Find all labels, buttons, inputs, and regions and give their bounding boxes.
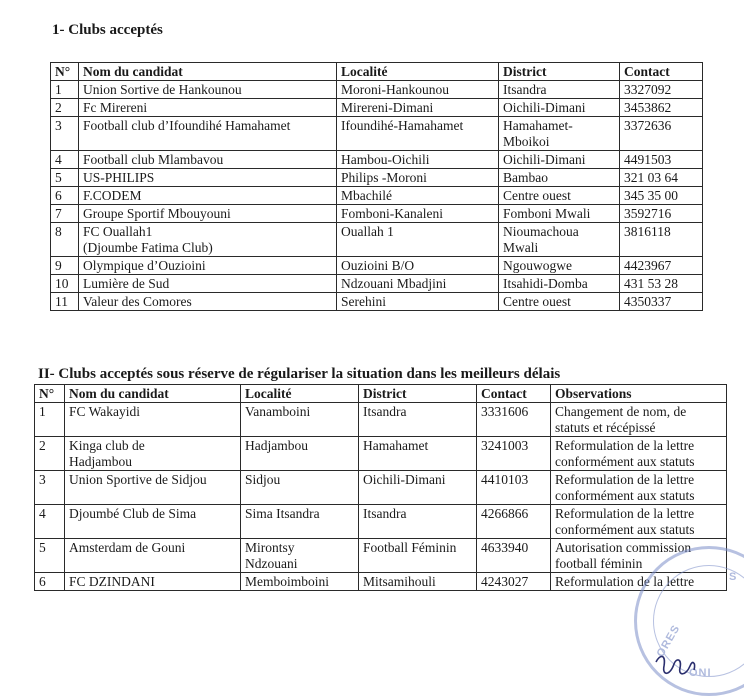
row-num: 4 bbox=[51, 151, 79, 169]
observations-line: Reformulation de la lettre bbox=[555, 438, 695, 453]
club-name: Olympique d’Ouzioini bbox=[79, 257, 337, 275]
contact: 321 03 64 bbox=[620, 169, 703, 187]
row-num: 3 bbox=[35, 471, 65, 505]
stamp-text-top: S bbox=[729, 571, 738, 583]
observations-line: Reformulation de la lettre bbox=[555, 472, 695, 487]
locality: Memboimboini bbox=[241, 573, 359, 591]
district: Centre ouest bbox=[499, 293, 620, 311]
header-num: N° bbox=[51, 63, 79, 81]
club-name: Fc Mirereni bbox=[79, 99, 337, 117]
table-row bbox=[51, 275, 703, 293]
observations-line: football féminin bbox=[555, 556, 643, 571]
district bbox=[499, 223, 620, 257]
row-num: 6 bbox=[51, 187, 79, 205]
district: Itsahidi-Domba bbox=[499, 275, 620, 293]
row-num: 2 bbox=[35, 437, 65, 471]
row-num: 3 bbox=[51, 117, 79, 151]
contact: 4491503 bbox=[620, 151, 703, 169]
club-name: FC Wakayidi bbox=[65, 403, 241, 437]
district-line: Mwali bbox=[503, 240, 539, 255]
club-name: Union Sortive de Hankounou bbox=[79, 81, 337, 99]
header-contact: Contact bbox=[477, 385, 551, 403]
locality-line: Ndzouani bbox=[245, 556, 298, 571]
locality: Vanamboini bbox=[241, 403, 359, 437]
header-name: Nom du candidat bbox=[79, 63, 337, 81]
table-row bbox=[35, 573, 727, 591]
table-row bbox=[35, 403, 727, 437]
header-contact: Contact bbox=[620, 63, 703, 81]
locality: Hadjambou bbox=[241, 437, 359, 471]
club-name: Football club Mlambavou bbox=[79, 151, 337, 169]
contact: 4243027 bbox=[477, 573, 551, 591]
contact: 4633940 bbox=[477, 539, 551, 573]
table-row bbox=[35, 505, 727, 539]
locality-line: Mirontsy bbox=[245, 540, 295, 555]
contact: 4266866 bbox=[477, 505, 551, 539]
row-num: 6 bbox=[35, 573, 65, 591]
row-num: 1 bbox=[51, 81, 79, 99]
table-row bbox=[35, 437, 727, 471]
club-name: FC DZINDANI bbox=[65, 573, 241, 591]
row-num: 1 bbox=[35, 403, 65, 437]
club-name: Djoumbé Club de Sima bbox=[65, 505, 241, 539]
locality bbox=[241, 539, 359, 573]
club-name bbox=[79, 223, 337, 257]
row-num: 11 bbox=[51, 293, 79, 311]
district: Football Féminin bbox=[359, 539, 477, 573]
observations-line: statuts et récépissé bbox=[555, 420, 656, 435]
header-district: District bbox=[359, 385, 477, 403]
contact: 4410103 bbox=[477, 471, 551, 505]
contact: 4350337 bbox=[620, 293, 703, 311]
table-row bbox=[51, 81, 703, 99]
table-row bbox=[51, 169, 703, 187]
club-name: Football club d’Ifoundihé Hamahamet bbox=[79, 117, 337, 151]
row-num: 4 bbox=[35, 505, 65, 539]
observations bbox=[551, 403, 727, 437]
district: Ngouwogwe bbox=[499, 257, 620, 275]
accepted-clubs-table bbox=[50, 62, 703, 311]
club-name: Valeur des Comores bbox=[79, 293, 337, 311]
observations-line: conformément aux statuts bbox=[555, 488, 695, 503]
district: Oichili-Dimani bbox=[359, 471, 477, 505]
district: Centre ouest bbox=[499, 187, 620, 205]
section1-title: 1- Clubs acceptés bbox=[52, 22, 163, 38]
observations bbox=[551, 505, 727, 539]
club-name: Amsterdam de Gouni bbox=[65, 539, 241, 573]
table-header-row bbox=[35, 385, 727, 403]
observations-line: conformément aux statuts bbox=[555, 454, 695, 469]
observations-line: Changement de nom, de bbox=[555, 404, 687, 419]
district-line: Mboikoi bbox=[503, 134, 550, 149]
table-row bbox=[51, 257, 703, 275]
observations bbox=[551, 437, 727, 471]
district-line: Nioumachoua bbox=[503, 224, 579, 239]
district: Mitsamihouli bbox=[359, 573, 477, 591]
section2-title: II- Clubs acceptés sous réserve de régulariser la situation dans les meilleurs délais bbox=[38, 366, 561, 382]
district: Itsandra bbox=[359, 505, 477, 539]
district: Itsandra bbox=[499, 81, 620, 99]
contact: 3372636 bbox=[620, 117, 703, 151]
club-name-line: (Djoumbe Fatima Club) bbox=[83, 240, 213, 255]
header-locality: Localité bbox=[241, 385, 359, 403]
table-row bbox=[51, 117, 703, 151]
header-name: Nom du candidat bbox=[65, 385, 241, 403]
stamp-text-bottom: ONI bbox=[689, 667, 712, 679]
locality: Hambou-Oichili bbox=[337, 151, 499, 169]
table-row bbox=[51, 205, 703, 223]
table-row bbox=[51, 151, 703, 169]
club-name: Union Sportive de Sidjou bbox=[65, 471, 241, 505]
locality: Mirereni-Dimani bbox=[337, 99, 499, 117]
contact: 4423967 bbox=[620, 257, 703, 275]
club-name bbox=[65, 437, 241, 471]
header-district: District bbox=[499, 63, 620, 81]
observations-line: Autorisation commission bbox=[555, 540, 692, 555]
district bbox=[499, 117, 620, 151]
contact: 3327092 bbox=[620, 81, 703, 99]
locality: Moroni-Hankounou bbox=[337, 81, 499, 99]
row-num: 9 bbox=[51, 257, 79, 275]
table-row bbox=[35, 471, 727, 505]
signature-mark bbox=[652, 652, 712, 680]
contact: 3816118 bbox=[620, 223, 703, 257]
table-row bbox=[51, 187, 703, 205]
header-num: N° bbox=[35, 385, 65, 403]
table-row bbox=[35, 539, 727, 573]
header-observations: Observations bbox=[551, 385, 727, 403]
locality: Ifoundihé-Hamahamet bbox=[337, 117, 499, 151]
club-name-line: Hadjambou bbox=[69, 454, 132, 469]
locality: Ouallah 1 bbox=[337, 223, 499, 257]
observations-line: conformément aux statuts bbox=[555, 522, 695, 537]
locality: Sima Itsandra bbox=[241, 505, 359, 539]
stamp-text-side: ORES bbox=[654, 622, 683, 660]
club-name: F.CODEM bbox=[79, 187, 337, 205]
district: Hamahamet bbox=[359, 437, 477, 471]
table-row bbox=[51, 223, 703, 257]
observations-line: Reformulation de la lettre bbox=[555, 506, 695, 521]
district: Itsandra bbox=[359, 403, 477, 437]
row-num: 7 bbox=[51, 205, 79, 223]
contact: 3592716 bbox=[620, 205, 703, 223]
table-row bbox=[51, 293, 703, 311]
locality: Ndzouani Mbadjini bbox=[337, 275, 499, 293]
club-name-line: Kinga club de bbox=[69, 438, 145, 453]
contact: 431 53 28 bbox=[620, 275, 703, 293]
row-num: 8 bbox=[51, 223, 79, 257]
club-name: Lumière de Sud bbox=[79, 275, 337, 293]
district: Oichili-Dimani bbox=[499, 99, 620, 117]
contact: 345 35 00 bbox=[620, 187, 703, 205]
row-num: 5 bbox=[35, 539, 65, 573]
locality: Ouzioini B/O bbox=[337, 257, 499, 275]
row-num: 2 bbox=[51, 99, 79, 117]
row-num: 10 bbox=[51, 275, 79, 293]
conditional-clubs-table bbox=[34, 384, 727, 591]
club-name-line: FC Ouallah1 bbox=[83, 224, 153, 239]
table-header-row bbox=[51, 63, 703, 81]
observations bbox=[551, 471, 727, 505]
contact: 3453862 bbox=[620, 99, 703, 117]
row-num: 5 bbox=[51, 169, 79, 187]
district: Fomboni Mwali bbox=[499, 205, 620, 223]
observations: Reformulation de la lettre bbox=[551, 573, 727, 591]
club-name: US-PHILIPS bbox=[79, 169, 337, 187]
contact: 3241003 bbox=[477, 437, 551, 471]
locality: Philips -Moroni bbox=[337, 169, 499, 187]
locality: Mbachilé bbox=[337, 187, 499, 205]
district: Oichili-Dimani bbox=[499, 151, 620, 169]
club-name: Groupe Sportif Mbouyouni bbox=[79, 205, 337, 223]
locality: Sidjou bbox=[241, 471, 359, 505]
table-row bbox=[51, 99, 703, 117]
district-line: Hamahamet- bbox=[503, 118, 573, 133]
contact: 3331606 bbox=[477, 403, 551, 437]
locality: Fomboni-Kanaleni bbox=[337, 205, 499, 223]
header-locality: Localité bbox=[337, 63, 499, 81]
locality: Serehini bbox=[337, 293, 499, 311]
district: Bambao bbox=[499, 169, 620, 187]
